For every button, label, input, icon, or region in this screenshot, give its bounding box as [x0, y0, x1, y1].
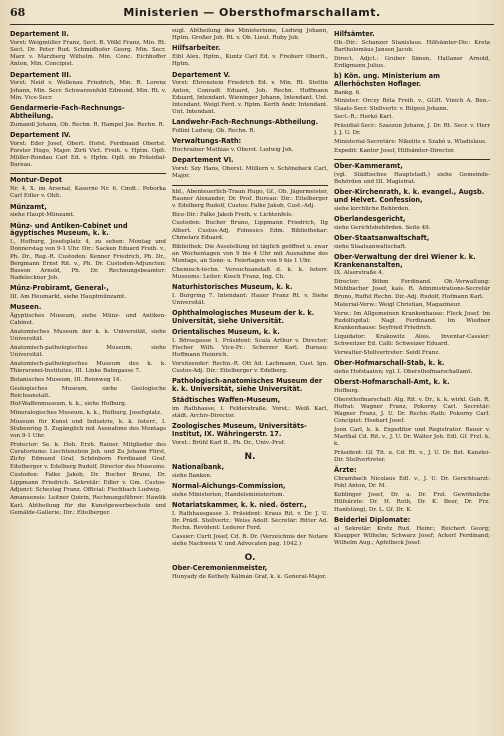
entry-text: Material-Verw.: Weigl Christian, Magazineur. — [334, 302, 462, 309]
entry-text: I. Börsegasse 1. Präsident: Scala Arthur v. Director: Fischer Wilh. Vice-Pr.: Scherzer Karl. Bureau: Hoffmann Heinrich. — [172, 337, 328, 359]
entry-text: Hochrainer Mathias v. Oberst. Ludwig Joh. — [172, 147, 294, 154]
entry-text: Zumandl Johann, Ob. Rechn. R. Hampel Jos. Rechn. R. — [10, 121, 165, 128]
entry-text: Verwalter-Stellvertreter: Seidl Franz. — [334, 349, 441, 356]
entry-text: Vorst: Ehrenstein Friedrich Ed. v. Min. Rt. Stettin Anton, Conradt Eduard, Joh. Rechn. Hoffmann Eduard, Intendant. Wieninger Johann, Intendant. Unt. Intendant. Weigl Ferd. v. Hptm. Kerth Andr. Intendant. Unt. Intendant. — [172, 80, 328, 116]
entry-text: Sect.-R.: Herkó Karl. — [334, 114, 393, 121]
entry-text: siehe Haupt-Münzamt. — [10, 212, 75, 219]
entry-heading: Ober-Ceremonienmeister, — [172, 564, 268, 573]
entry-heading: Münz-Probiramt, General-, — [10, 284, 109, 293]
entry-heading: Oberlandesgericht, — [334, 214, 406, 223]
running-header — [10, 6, 494, 25]
entry-heading: Ophthalmologisches Museum der k. k. Universität, siehe Universität. — [172, 309, 315, 326]
entry-heading: Zoologisches Museum, Universitäts-Institut, IX. Währingerstr. 17. — [172, 421, 307, 438]
alphabet-letter: O. — [244, 553, 256, 564]
section-divider — [172, 185, 328, 186]
entry-text: Bice-Dir.: Falke Jakob Freih. v. Lichtenfels. — [172, 211, 293, 218]
entry-text: Präsident: Gf. Tit. u. Cd. Rt. v., J. U. Dr. Bzt. Kanzlei-Dir. Stellvertreter. — [334, 450, 490, 464]
entry-heading: Ärzte: — [334, 466, 357, 475]
entry-heading: Ober-Kirchenrath, k. k. evangel., Augsb. und Helvet. Confession, — [334, 188, 485, 204]
entry-heading: Hilfsarbeiter. — [172, 44, 221, 53]
entry-text: Mineralogisches Museum, k. k., Hofburg, Josefsplatz. — [10, 410, 162, 417]
entry-text: Hof-Waffenmuseum, k. k., siehe Hofburg. — [10, 401, 127, 408]
entry-text: Expedit: Kantor Josef, Hilfsämter-Director. — [334, 147, 455, 154]
entry-text: Custoden: Bucher Bruno, Lippmann Friedrich, Ilg Albert. Custos-Adj. Folnesics Edm. Bibliothekar: Chmelarz Eduard. — [172, 220, 328, 241]
entry-text: Präsidial-Secr.: Szaszun Johann, J. Dr. Rt. Secr. v. Herr J. J. U. Dr. — [334, 123, 490, 137]
entry-heading: Beiderlei Diplomate: — [334, 515, 411, 524]
entry-text: Bankg. 6. — [334, 89, 361, 96]
entry-text: Nr. 4, X. im Arsenal, Kaserne Nr. 6. Cmdt.: Poborka Carl Edler v. Ohlt. — [10, 186, 166, 200]
entry-text: Cassier: Curti Josef, Cd. R. Dr. (Verzeichnis der Notare siehe Nachweis V. und Advocaten pag. 1042.) — [172, 533, 328, 547]
column-left — [10, 28, 166, 732]
entry-heading: Münz- und Antiken-Cabinet und ägyptisches Museum, k. k. — [10, 221, 128, 238]
entry-text: a) Sekretär: Kretz Rud. Heinr.; Reichert Georg; Klaupper Wilhelm; Schwarz Josef; Ackerl Ferdinand; Wilhelm Aug.; Apfelbeck Josef. — [334, 525, 490, 546]
entry-text: I., Hofburg, Josefsplatz 4, zu sehen: Montag und Donnerstag von 9-1 Uhr. Dir.: Sacken Eduard Freih. v., Ph. Dr., Reg.-R. Custoden: Kenner Friedrich, Ph. Dr., Bergmann Ernst Rit. v., Ph. Dr. Custoden-Adjuncten: Busson Arnold, Ph. Dr. Rechnungsbeamter: Nadeleckner Joh. — [10, 239, 166, 282]
entry-heading: Normal-Aichungs-Commission, — [172, 481, 286, 490]
column-right — [334, 28, 490, 732]
entry-text: Joon Carl, k. k. Expeditor und Registrator. Bauer v. Marthal Cd. Rit. v., J. U. Dr. Walter Joh. Edl. Gf. Frzl. k. k. — [334, 426, 490, 448]
running-title: Ministerien — Obersthofmarschallamt. — [123, 6, 381, 19]
entry-text: Vorst: Szy Hans, Oberst. Müllern v. Schönebeck Carl, Major. — [172, 166, 328, 180]
entry-text: Ägyptisches Museum, siehe Münz- und Antiken-Cabinet. — [10, 313, 166, 327]
entry-text: I. Burgring 7. Intendant: Hauer Franz Rt. v. Siehe Universität. — [172, 292, 328, 307]
entry-text: Director: Böhm Ferdinand. Ob.-Verwaltung: Mühlbacher Josef, kais. R. Administrations-Secretär Bruno, Ruffel Rechn. Dir.-Adj. Rudolf, Hofmann Karl. — [334, 279, 490, 300]
entry-heading: Gendarmerie-Fach-Rechnungs-Abtheilung. — [10, 104, 125, 120]
entry-text: Koblinger Josef, Dr. u. Dr. Frzl. Gewöhnliche Hilfsärzte: Dr. H. Roth, Dr. K. Beer, Dr. Frz. Hanfstängl, Dr. L. Gf. Dr. K. — [334, 492, 490, 513]
entry-text: siehe Hofstaaten; vgl. I. Obersthofmarschallamt. — [334, 368, 473, 375]
entry-text: hbl., Abenteuerlich-Traun Hugo, Gf., Ob. Jägermeister, Rauner Alexander, Dr. Prof. Bureau: Dir.: Eitelberger v. Edelberg Rudolf, Custos: Falke Jakob, Cust.-Adj. — [172, 188, 328, 210]
entry-text: siehe Banken. — [172, 472, 212, 479]
entry-heading: Ober-Staatsanwaltschaft, — [334, 233, 430, 242]
entry-heading: Landwehr-Fach-Rechnungs-Abtheilung. — [172, 118, 319, 127]
entry-text: IX. Alserstraße 4. — [334, 270, 384, 277]
entry-heading: Departement V. — [172, 70, 231, 79]
entry-text: Vorst: Weigmüller Franz, Sect. R. Völkl Franz, Min. Rt. Sect. Dr. Peter Rud. Schmidhofer Georg. Min. Secr. Marz v. Marzberg Wilhelm. Min. Conc. Eichhoffer Anton, Min. Concipist. — [10, 39, 166, 68]
entry-text: Botanisches Museum, III. Rennweg 14. — [10, 376, 122, 383]
entry-heading: b) Kön. ung. Ministerium am Allerhöchsten Hoflager. — [334, 72, 440, 88]
entry-text: siehe Staatsanwaltschaft. — [334, 243, 407, 250]
entry-text: siehe kirchliche Behörden. — [334, 205, 410, 212]
entry-text: Follini Ludwig, Ob. Rechn. R. — [172, 128, 256, 135]
entry-heading: Departement III. — [10, 70, 72, 79]
entry-text: Chemisch-techn. Versuchsanstalt d. k. k. österr. Museums: Leiter: Kosch Franz, Ing. Ch. — [172, 266, 328, 280]
entry-text: Obersthofmarschall: Alg. Rit. v. Dr., k. k. wirkl. Geh. R. Hofrat: Wagner Franz, Pokorny Carl. Secretär: Wagner Franz, J. U. Dr. Rechn.-Rath: Pokorny Carl. Concipist: Hoebart Josef. — [334, 396, 490, 425]
entry-heading: Notariatskammer, k. k. nied. österr., — [172, 500, 307, 509]
entry-text: Ob.-Dir.: Schanzer Stanislaus. Hilfsämter-Dir.: Kreta Bartholomäus Jansen Jacob. — [334, 39, 490, 53]
entry-heading: Verwaltungs-Rath: — [172, 137, 242, 146]
section-divider — [10, 173, 166, 174]
entry-text: siehe Ministerien, Handelsministerium. — [172, 491, 285, 498]
entry-heading: Naturhistorisches Museum, k. k. — [172, 283, 293, 292]
entry-heading: Städtisches Waffen-Museum, — [172, 395, 281, 404]
entry-text: Vorst: Neid v. Wollenau Friedrich, Min. R. Lorenz Johann, Min. Secr. Schwarzenfeld Edmund, Min. Rt. v. Min. Vice-Secr. — [10, 80, 166, 101]
entry-text: Direct. Adjct.: Gruber Simon, Hatlaner Arnold, Erdlgmann Julius. — [334, 55, 490, 69]
entry-heading: Museen. — [10, 303, 42, 312]
entry-heading: Orientalisches Museum, k. k. — [172, 327, 280, 336]
entry-text: sugl. Abtheilung des Ministeriums, Ludwig Johann, Hptm. Großer Joh. Rt. v. Ob. Lieut. Ruby Joh. — [172, 28, 328, 42]
entry-text: III. Am Heumarkt, siehe Hauptmünzamt. — [10, 294, 127, 301]
entry-text: Eibl Alex. Hptm., Kuntz Carl Ed. v. Freiherr Oberlt., Hptm. — [172, 54, 328, 68]
entry-text: Anatomisch-pathologisches Museum des k. k. Thierarznei-Institutes, III. Linke Bahngasse 7. — [10, 360, 166, 375]
entry-heading: Oberst-Hofmarschall-Amt, k. k. — [334, 378, 450, 387]
entry-text: Hofburg. — [334, 387, 360, 394]
entry-heading: Montur-Depot — [10, 176, 62, 185]
entry-heading: Hilfsämter. — [334, 30, 375, 38]
page-number: 68 — [10, 6, 26, 19]
entry-text: Liquidator: Krakowitz Alois. Inventar-Cassier: Schweitzer Ed. Calli: Schweizer Eduard. — [334, 334, 490, 348]
entry-heading: Departement II. — [10, 30, 69, 38]
entry-text: im Rathhause, I. Felderstraße. Vorst.: Weiß Karl, städt. Archiv-Director. — [172, 405, 328, 419]
entry-heading: Departement VI. — [172, 156, 234, 165]
entry-heading: Ober-Kammeramt, — [334, 161, 403, 170]
entry-text: Museum für Kunst und Industrie, k. k. österr., I. Stubenring 5. Zugänglich mit Ausnahme des Montags von 9-1 Uhr. — [10, 418, 166, 440]
entry-heading: Ober-Hofmarschall-Stab, k. k. — [334, 359, 445, 368]
entry-text: Anatomisches Museum der k. k. Universität, siehe Universität. — [10, 329, 166, 343]
entry-heading: Nationalbank, — [172, 462, 225, 471]
entry-text: siehe Gerichtsbehörden. Seite 49. — [334, 224, 431, 231]
entry-text: Vorst: Eder Josef, Obert. Hofst. Ferdinand Obertst. Forster Hugo, Major. Zirti Vict. Freih. v. Hptm. Oplt. Müller-Rondau Carl Ed. v. Hptm. Oplt. im Präsidial-Bureau. — [10, 140, 166, 169]
entry-text: Geologisches Museum, siehe Geologische Reichsanstalt. — [10, 385, 166, 399]
columns — [10, 28, 494, 732]
column-middle — [172, 28, 328, 732]
entry-text: Verw.: Im Allgemeinen Krankenhause: Fleck Josef. Im Rudolfspital: Nagl Ferdinand. Im Wiedner Krankenhause: Seyfried Friedrich. — [334, 310, 490, 332]
entry-heading: Pathologisch-anatomisches Museum der k. k. Universität, siehe Universität. — [172, 377, 323, 393]
entry-text: Vorst.: Brühl Karl B., Ph. Dr., Univ.-Prof. — [172, 439, 286, 446]
entry-text: Hunyady de Kethely Kálmán Graf, k. k. General-Major. — [172, 573, 327, 580]
entry-text: Protector: Se. k. Hoh. Erzh. Rainer. Mitglieder des Curatoriums: Liechtenstein Joh. und Zu Johann Fürst, Zichy Edmund Graf, Schönborn Ferdinand Graf, Eitelberger v. Edelberg Rudolf, Director des Museums. — [10, 441, 166, 470]
entry-heading: Ober-Verwaltung der drei Wiener k. k. Krankenanstalten, — [334, 252, 476, 269]
entry-text: Ministerial-Secretäre: Nikolits v. Szabó u. Wladislaus. — [334, 138, 487, 145]
entry-text: (vgl. Städtisches Hauptstadt.) siehe Gemeinde-Behörden und III. Magistrat. — [334, 171, 490, 185]
entry-heading: Departement IV. — [10, 130, 71, 139]
entry-text: Bibliothek: Die Ausstellung ist täglich geöffnet u. zwar an Wochentagen von 9 bis 4 Uhr mit Ausnahme des Montags, an Sonn- u. Feiertagen von 9 bis 1 Uhr. — [172, 243, 328, 264]
entry-text: Anatomisch-pathologisches Museum, siehe Universität. — [10, 345, 166, 359]
entry-heading: Münzamt, — [10, 202, 47, 211]
entry-text: Amanuensis: Leitner Quirin, Rechnungsführer: Hawlik Karl. Abtheilung für die Kunstgewerbeschule und Gemälde-Gallerie; Dir.: Eitelberger. — [10, 495, 166, 516]
entry-text: Vorsitzender: Rechn.-R. Ott Ad. Lachmann, Cust. Ign. Custos-Adj. Dir.: Eitelberger v. Edelberg. — [172, 360, 328, 374]
entry-text: I. Rathhausgasse 3. Präsident: Kraus Rit. v. Dr. J. U. Dr. Prädl. Stellvertr.: Weiss Adolf. Secretär: Ritter Ad. Rechn. Revident: Lederer Ferd. — [172, 510, 328, 531]
entry-text: Custoden: Falke Jakob, Dr. Bucher Bruno, Dr. Lippmann Friedrich. Sekretär: Edler v. Gm. Custos-Adjunct: Schestag Franz. Official: Fischbach Ludwig. — [10, 472, 166, 493]
section-divider — [334, 159, 490, 160]
alphabet-letter: N. — [244, 451, 256, 462]
entry-text: Minister: Orczy Béla Freih. v., GGH. Vinich A. Ben.-Staats-Secr. Stellvertr. v. Bilgesi Johann. — [334, 98, 490, 112]
entry-text: Chrambach Nicolaus Edl. v., J. U. Dr. Gerichtsarzt: Pohl Anton, Dr. M. — [334, 476, 490, 490]
